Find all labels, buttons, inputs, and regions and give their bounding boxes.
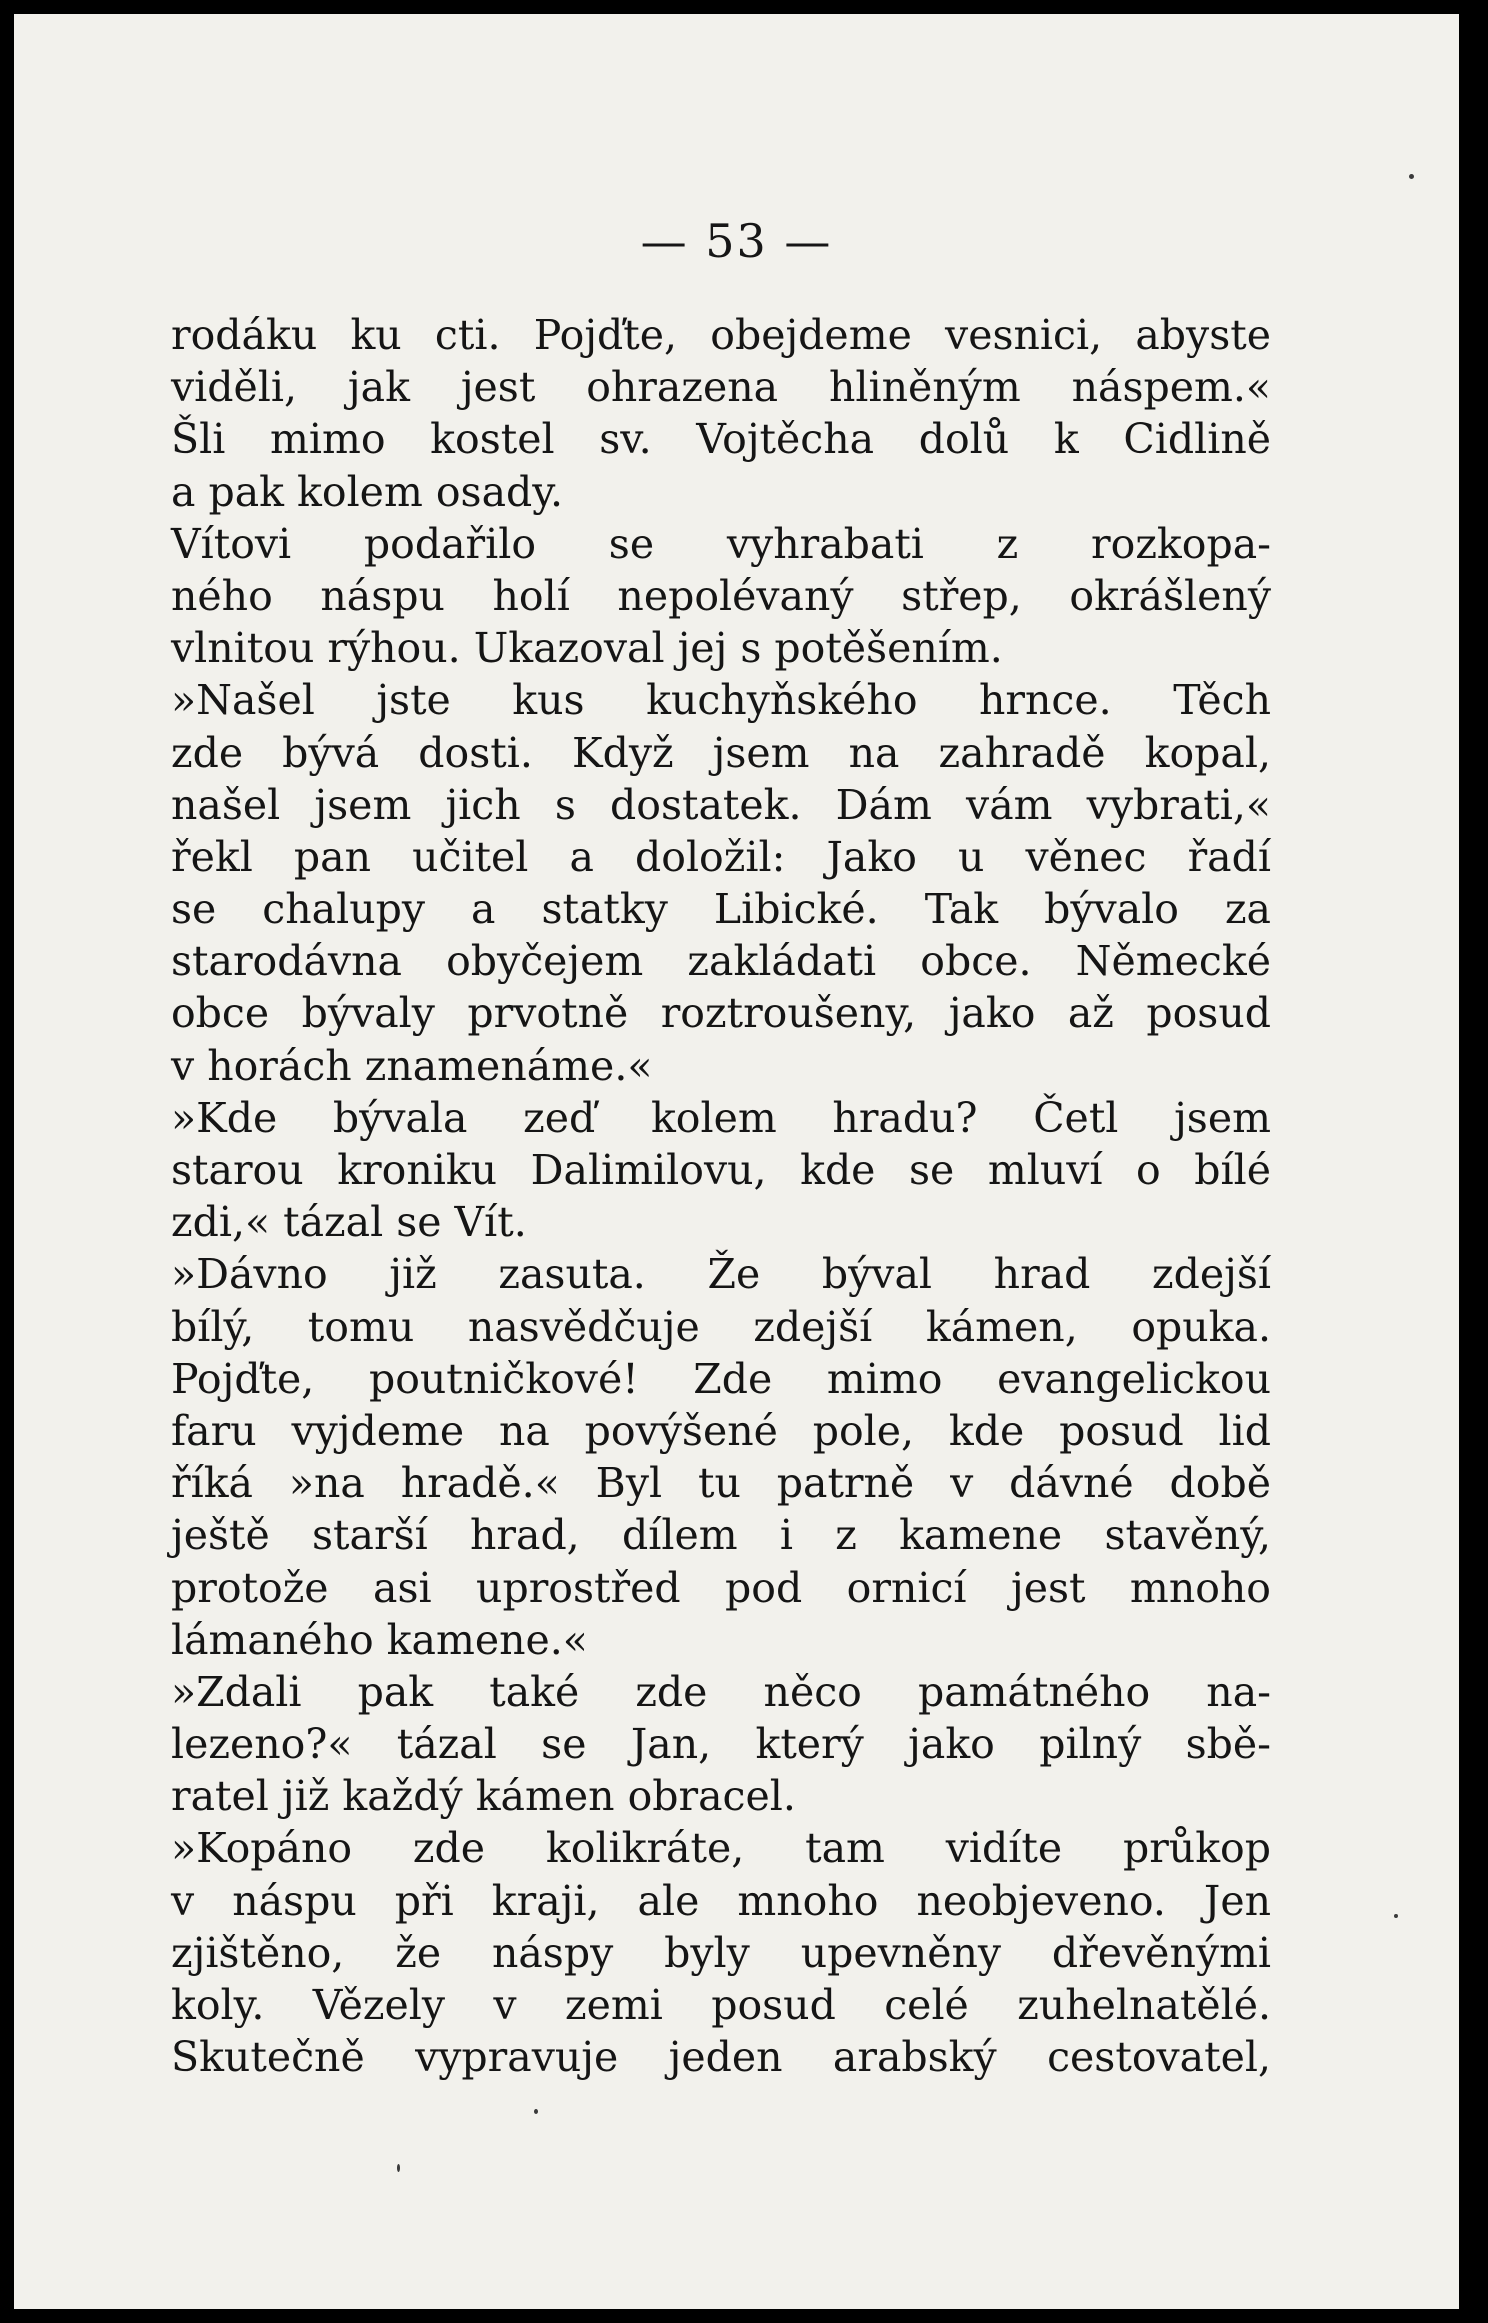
text-line: našel jsem jich s dostatek. Dám vám vybrati,«: [171, 780, 1271, 829]
text-line: se chalupy a statky Libické. Tak bývalo za: [171, 885, 1271, 934]
text-line: v náspu při kraji, ale mnoho neobjeveno. Jen: [171, 1876, 1271, 1925]
print-speck: [397, 2164, 400, 2172]
text-line: ného náspu holí nepolévaný střep, okrášlený: [171, 571, 1271, 620]
text-line: řekl pan učitel a doložil: Jako u věnec řadí: [171, 832, 1271, 881]
text-line: »Dávno již zasuta. Že býval hrad zdejší: [171, 1250, 1271, 1299]
text-line: Šli mimo kostel sv. Vojtěcha dolů k Cidlině: [171, 415, 1271, 464]
text-line: zde bývá dosti. Když jsem na zahradě kopal,: [171, 728, 1271, 777]
text-line: vlnitou rýhou. Ukazoval jej s potěšením.: [171, 624, 1003, 673]
text-line: lámaného kamene.«: [171, 1615, 588, 1664]
text-line: lezeno?« tázal se Jan, který jako pilný sbě-: [171, 1720, 1271, 1769]
body-text: [171, 309, 1271, 2083]
text-line: Pojďte, poutničkové! Zde mimo evangelickou: [171, 1354, 1271, 1403]
print-speck: [534, 2109, 538, 2114]
text-line: v horách znamenáme.«: [171, 1041, 653, 1090]
text-line: bílý, tomu nasvědčuje zdejší kámen, opuka.: [171, 1302, 1271, 1351]
text-line: zjištěno, že náspy byly upevněny dřevěnými: [171, 1928, 1271, 1977]
print-speck: [1394, 1914, 1398, 1918]
text-line: říká »na hradě.« Byl tu patrně v dávné době: [171, 1459, 1271, 1508]
text-line: Skutečně vypravuje jeden arabský cestovatel,: [171, 2033, 1271, 2082]
text-line: starodávna obyčejem zakládati obce. Německé: [171, 937, 1271, 986]
text-line: zdi,« tázal se Vít.: [171, 1198, 527, 1247]
text-line: starou kroniku Dalimilovu, kde se mluví o bílé: [171, 1146, 1271, 1194]
text-line: »Našel jste kus kuchyňského hrnce. Těch: [171, 676, 1271, 725]
text-line: »Zdali pak také zde něco památného na-: [171, 1667, 1271, 1716]
text-line: a pak kolem osady.: [171, 467, 564, 516]
text-line: ratel již každý kámen obracel.: [171, 1772, 796, 1821]
text-line: rodáku ku cti. Pojďte, obejdeme vesnici, abyste: [171, 311, 1271, 359]
text-line: protože asi uprostřed pod ornicí jest mnoho: [171, 1563, 1271, 1612]
text-line: Vítovi podařilo se vyhrabati z rozkopa-: [171, 519, 1271, 568]
text-line: koly. Vězely v zemi posud celé zuhelnatělé.: [171, 1981, 1271, 2029]
text-line: ještě starší hrad, dílem i z kamene stavěný,: [171, 1511, 1271, 1560]
text-line: »Kopáno zde kolikráte, tam vidíte průkop: [171, 1824, 1271, 1873]
book-page: [14, 14, 1459, 2309]
text-line: »Kde bývala zeď kolem hradu? Četl jsem: [171, 1093, 1271, 1142]
print-speck: [1409, 174, 1414, 179]
text-line: faru vyjdeme na povýšené pole, kde posud lid: [171, 1406, 1271, 1455]
page-number: — 53 —: [640, 214, 833, 268]
text-line: obce bývaly prvotně roztroušeny, jako až posud: [171, 989, 1271, 1038]
text-line: viděli, jak jest ohrazena hliněným náspem.«: [171, 363, 1271, 412]
